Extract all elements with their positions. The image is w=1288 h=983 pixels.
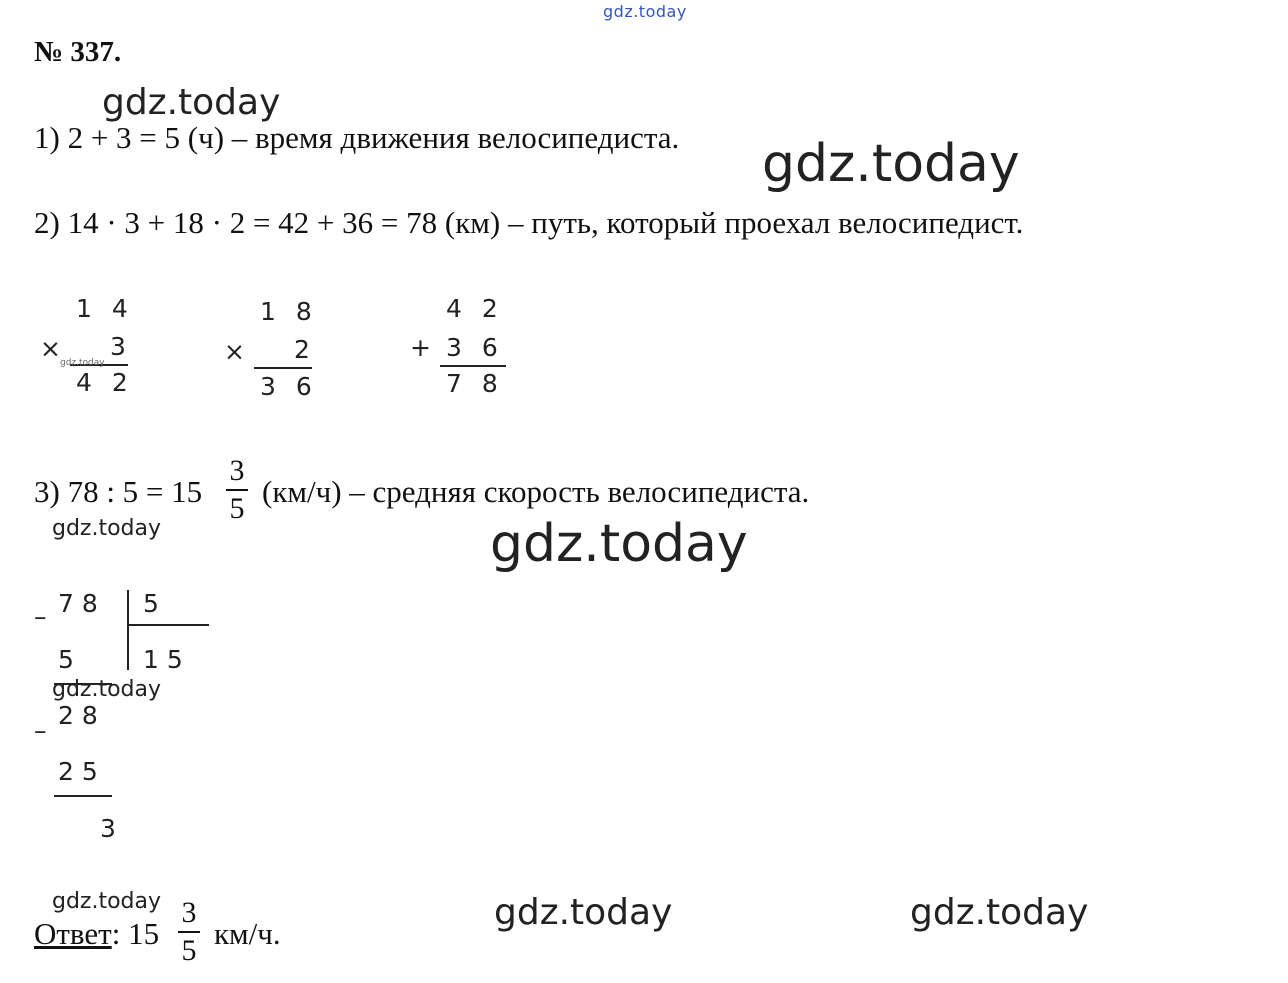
- quotient: 1 5: [143, 645, 183, 674]
- subtrahend-2: 2 5: [58, 757, 98, 786]
- sum-line: [440, 365, 506, 367]
- watermark: gdz.today: [102, 82, 281, 123]
- subtraction-line-2: [54, 795, 112, 797]
- answer-label: Ответ: [34, 916, 112, 951]
- watermark: gdz.today: [52, 889, 162, 914]
- operand-bottom: 3: [110, 332, 126, 361]
- answer-fraction: [178, 898, 200, 966]
- watermark: gdz.today: [52, 677, 162, 702]
- result: 7 8: [446, 369, 504, 398]
- watermark: gdz.today: [494, 892, 673, 933]
- operand-top: 1 4: [76, 294, 134, 323]
- division-bar-vertical: [127, 590, 129, 670]
- answer-colon: :: [111, 916, 121, 951]
- fraction-bar: [226, 489, 248, 491]
- operator-sign: ×: [224, 337, 245, 366]
- watermark-top: gdz.today: [603, 2, 687, 21]
- watermark: gdz.today: [52, 516, 162, 541]
- watermark: gdz.today: [490, 514, 748, 574]
- division-bar-horizontal: [127, 624, 209, 626]
- result: 4 2: [76, 368, 134, 397]
- minus-sign: –: [34, 602, 47, 631]
- problem-title: № 337.: [34, 36, 122, 68]
- operator-sign: ×: [40, 334, 61, 363]
- fraction-numerator: 3: [181, 896, 197, 929]
- remainder-1: 2 8: [58, 701, 98, 730]
- result: 3 6: [260, 372, 318, 401]
- step-1: 1) 2 + 3 = 5 (ч) – время движения велосипедиста.: [34, 120, 680, 155]
- dividend: 7 8: [58, 589, 98, 618]
- operand-bottom: 3 6: [446, 333, 504, 362]
- step-3-prefix: 3) 78 : 5 = 15: [34, 474, 203, 509]
- fraction-bar: [178, 931, 200, 933]
- fraction-denominator: 5: [181, 934, 197, 967]
- watermark: gdz.today: [60, 358, 105, 368]
- remainder-2: 3: [100, 814, 116, 843]
- operand-bottom: 2: [294, 335, 310, 364]
- answer-whole: 15: [128, 916, 160, 951]
- step-3-suffix: (км/ч) – средняя скорость велосипедиста.: [262, 474, 810, 509]
- watermark: gdz.today: [910, 892, 1089, 933]
- fraction-numerator: 3: [229, 454, 245, 487]
- sum-line: [254, 367, 312, 369]
- operator-sign: +: [410, 333, 431, 362]
- answer-line: [34, 916, 159, 952]
- divisor: 5: [143, 589, 159, 618]
- mixed-fraction: [226, 456, 248, 524]
- fraction-denominator: 5: [229, 492, 245, 525]
- minus-sign: –: [34, 716, 47, 745]
- operand-top: 1 8: [260, 297, 318, 326]
- operand-top: 4 2: [446, 294, 504, 323]
- subtrahend-1: 5: [58, 645, 74, 674]
- watermark: gdz.today: [762, 134, 1020, 194]
- step-2: 2) 14 · 3 + 18 · 2 = 42 + 36 = 78 (км) – путь, который проехал велосипедист.: [34, 205, 1024, 240]
- answer-unit: км/ч.: [214, 916, 281, 951]
